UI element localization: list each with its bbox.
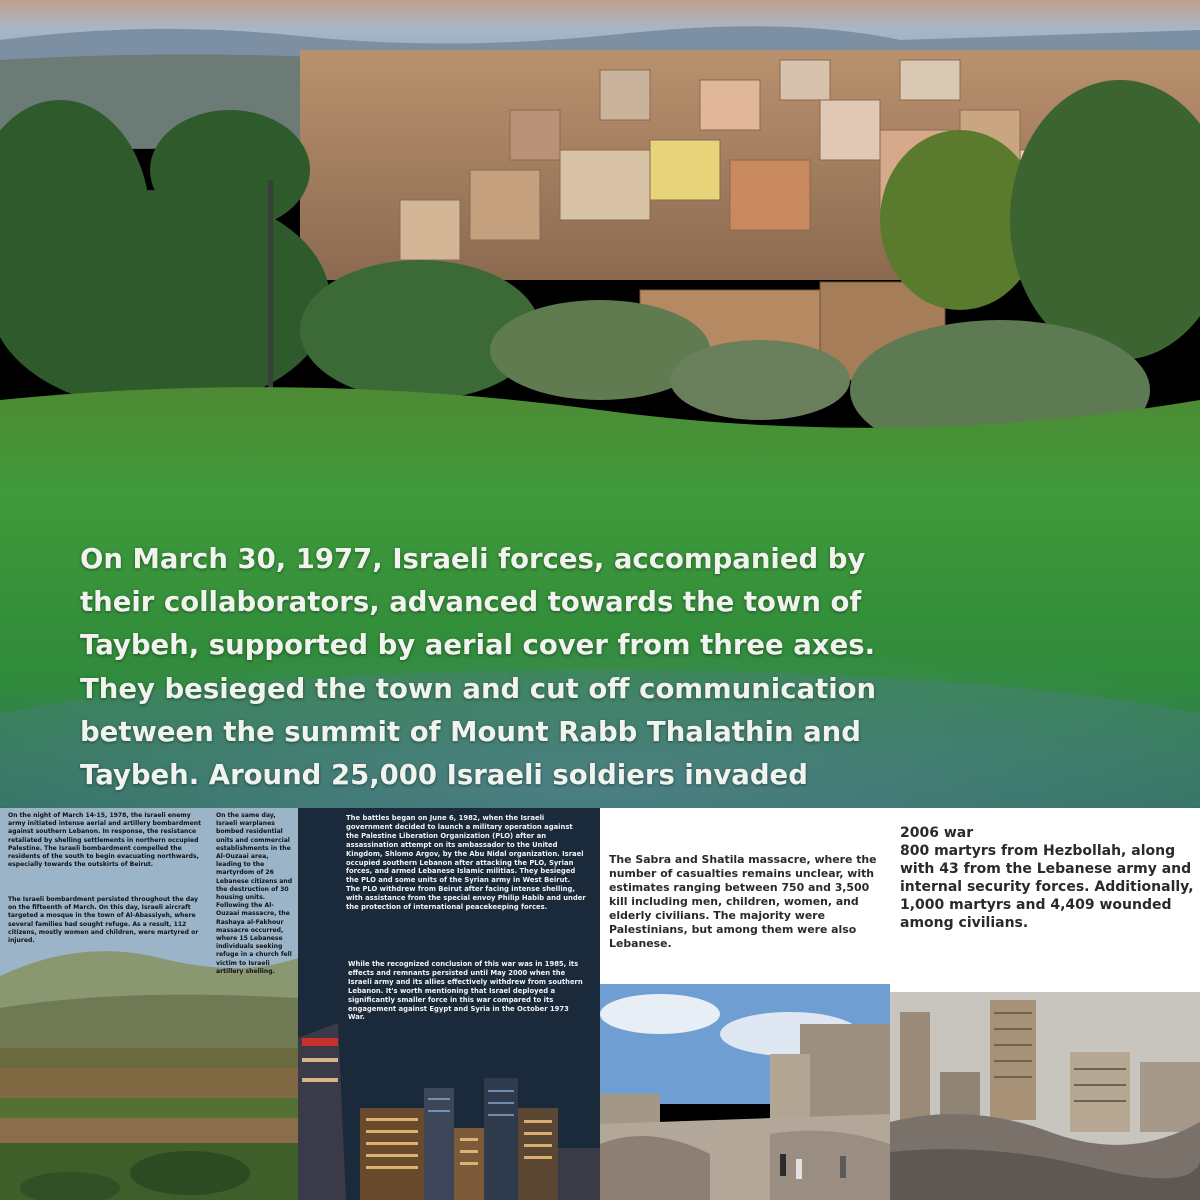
panel-1978-paragraph-3: On the same day, Israeli warplanes bombed residential units and commercial establishments in the Al-Ouzaai area, leading to the martyrdom of 26 Lebanese citizens and the destruction of 30 housing units. Following the Al-Ouzaai massacre, the Rashaya al-Fakhour massacre occurred, where 15 Lebanese individuals seeking refuge in a church fell victim to Israeli artillery shelling. (216, 812, 293, 975)
destroyed-buildings-photo (890, 992, 1200, 1200)
panel-1982-war (298, 808, 600, 1200)
panel-1982-paragraph-1: The battles began on June 6, 1982, when the Israeli government decided to launch a military operation against the Palestine Liberation Organization (PLO) after an assassination attempt on its ambassador to the United Kingdom, Shlomo Argov, by the Abu Nidal organization. Israel occupied southern Lebanon after attacking the PLO, Syrian forces, and armed Lebanese Islamic militias. They besieged the PLO and some units of the Syrian army in West Beirut. The PLO withdrew from Beirut after facing intense shelling, with assistance from the special envoy Philip Habib and under the protection of international peacekeeping forces. (346, 814, 586, 912)
sabra-shatila-text: The Sabra and Shatila massacre, where the number of casualties remains unclear, with estimates ranging between 750 and 3,500 kill including men, children, women, and elderly civilians. The majority were Palestinians, but among them were also Lebanese. (609, 853, 877, 950)
destroyed-street-photo (600, 984, 890, 1200)
panel-1978-paragraph-1: On the night of March 14-15, 1978, the Israeli enemy army initiated intense aerial and artillery bombardment against southern Lebanon. In response, the resistance retaliated by shelling settlements in northern occupied Palestine. The Israeli bombardment compelled the residents of the south to begin evacuating northwards, especially towards the outskirts of Beirut. (8, 812, 202, 869)
panel-2006-war (890, 808, 1200, 992)
hero-caption (80, 538, 1180, 797)
hero-caption-line: their collaborators, advanced towards the town of (80, 586, 862, 619)
panel-sabra-shatila (600, 808, 890, 984)
panel-1978-invasion (0, 808, 298, 1200)
panel-1978-paragraph-2: The Israeli bombardment persisted throughout the day on the fifteenth of March. On this day, Israeli aircraft targeted a mosque in the town of Al-Abassiyeh, where several families had sought refuge. As a result, 112 citizens, mostly women and children, were martyred or injured. (8, 896, 199, 945)
hero-caption-line: Taybeh. Around 25,000 Israeli soldiers invaded (80, 759, 808, 792)
destroyed-street-image (600, 984, 890, 1200)
war-2006-title: 2006 war (900, 825, 974, 841)
hero-caption-line: On March 30, 1977, Israeli forces, accompanied by (80, 543, 866, 575)
hero-caption-line: between the summit of Mount Rabb Thalathin and (80, 715, 861, 748)
destroyed-buildings-image (890, 992, 1200, 1200)
hero-caption-line: Taybeh, supported by aerial cover from three axes. (80, 629, 876, 662)
panel-1982-paragraph-2: While the recognized conclusion of this war was in 1985, its effects and remnants persisted until May 2000 when the Israeli army and its allies effectively withdrew from southern Lebanon. It's worth mentioning that Israel deployed a significantly smaller force in this war compared to its engagement against Egypt and Syria in the October 1973 War. (348, 960, 583, 1022)
war-2006-text: 800 martyrs from Hezbollah, along with 43 from the Lebanese army and internal security forces. Additionally, 1,000 martyrs and 4,409 wounded among civilians. (900, 843, 1194, 931)
hero-caption-line: They besieged the town and cut off communication (80, 672, 877, 705)
